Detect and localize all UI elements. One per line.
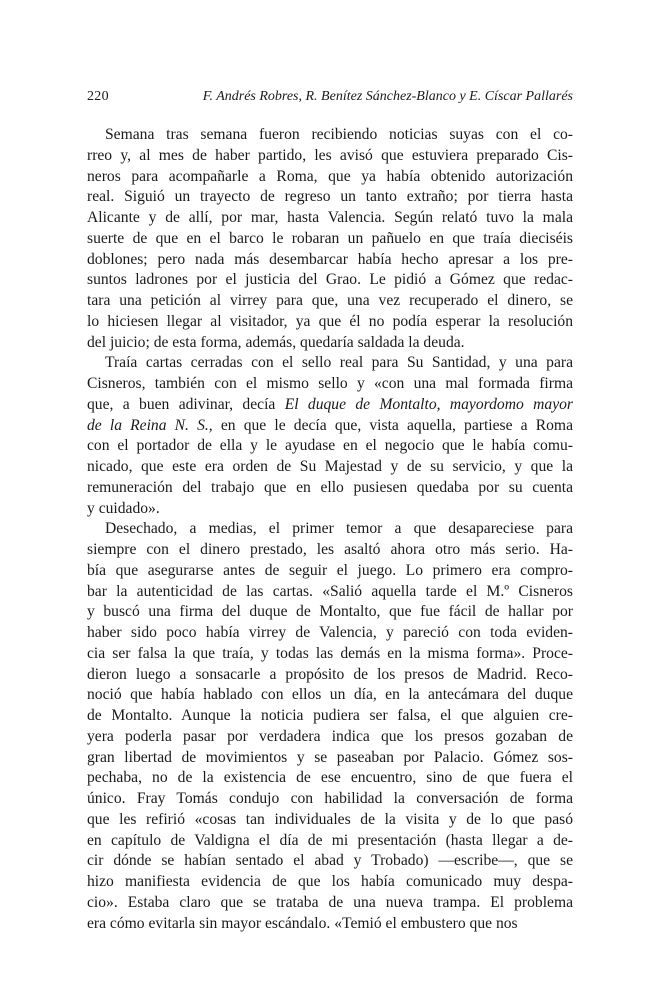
italic-text: de la Reina N. S., (87, 416, 213, 434)
text-line (87, 540, 573, 561)
paragraph (87, 125, 573, 353)
line-text: lo hiciesen llegar al visitador, ya que él no podía esperar la resolución (87, 312, 573, 330)
line-text: que, a buen adivinar, decía (87, 395, 285, 413)
text-line (87, 146, 573, 167)
text-line (87, 187, 573, 208)
text-line (87, 748, 573, 769)
line-text: Alicante y de allí, por mar, hasta Valencia. Según relató tuvo la mala (87, 209, 573, 226)
text-line (87, 250, 573, 271)
line-text: que les refirió «cosas tan individuales de la visita y de lo que pasó (87, 810, 573, 828)
line-text: Desechado, a medias, el primer temor a que desapareciese para (105, 520, 573, 538)
text-line (87, 831, 573, 852)
text-line (87, 914, 573, 935)
line-text: bar la autenticidad de las cartas. «Salió aquella tarde el M.º Cisneros (87, 582, 573, 600)
text-line (87, 374, 573, 395)
text-line (87, 312, 573, 333)
line-text: suntos ladrones por el justicia del Grao. Le pidió a Gómez que redac (87, 271, 568, 289)
line-text: noció que había hablado con ellos un día, en la antecámara del duque (87, 686, 573, 704)
line-text: y cuidado». (87, 499, 160, 517)
body-text (87, 125, 573, 934)
text-line (87, 582, 573, 603)
italic-text: El duque de Montalto, mayordomo mayor (284, 395, 573, 413)
text-line (87, 229, 573, 250)
text-line (87, 395, 573, 416)
text-line (87, 665, 573, 686)
line-text: Semana tras semana fueron recibiendo noticias suyas con el co (105, 126, 568, 143)
paragraph (87, 353, 573, 519)
text-line (87, 810, 573, 831)
line-text: Traía cartas cerradas con el sello real para Su Santidad, y una para (105, 354, 573, 372)
line-text: hizo manifiesta evidencia de que los había comunicado muy despa (87, 873, 568, 890)
text-line (87, 685, 573, 706)
text-line (87, 706, 573, 727)
line-text: era cómo evitarla sin mayor escándalo. «Temió el embustero que nos (87, 914, 518, 932)
text-line (87, 727, 573, 748)
line-text: yera poderla pasar por verdadera indica que los presos gozaban de (87, 727, 573, 745)
line-text: con el portador de ella y le ayudase en el negocio que le había comu (87, 437, 568, 455)
text-line (87, 602, 573, 623)
line-text: en que le decía que, vista aquella, partiese a Roma (212, 416, 573, 434)
line-text: cir dónde se habían sentado el abad y Trobado) —escribe—, que se (87, 852, 573, 870)
line-text: de Montalto. Aunque la noticia pudiera ser falsa, el que alguien cre (87, 707, 568, 724)
line-text: pechaba, no de la existencia de ese encuentro, sino de que fuera el (87, 769, 573, 787)
text-line (87, 623, 573, 644)
text-line (87, 872, 573, 893)
line-text: único. Fray Tomás condujo con habilidad la conversación de forma (87, 790, 573, 807)
text-line (87, 789, 573, 810)
line-text: remuneración del trabajo que en ello pusiesen quedaba por su cuenta (87, 478, 573, 496)
text-line (87, 561, 573, 582)
text-line (87, 478, 573, 499)
line-text: neros para acompañarle a Roma, que ya había obtenido autorización (87, 167, 573, 185)
line-text: bía que asegurarse antes de seguir el juego. Lo primero era compro (87, 561, 568, 579)
text-line (87, 499, 573, 520)
text-line (87, 768, 573, 789)
text-line (87, 333, 573, 354)
line-text: gran libertad de movimientos y se paseaban por Palacio. Gómez sos (87, 748, 568, 766)
line-text: y buscó una firma del duque de Montalto, que fue fácil de hallar por (87, 603, 573, 621)
text-line (87, 291, 573, 312)
line-text: doblones; pero nada más desembarcar había hecho apresar a los pre (87, 250, 568, 268)
line-text: cia ser falsa la que traía, y todas las demás en la misma forma». Proce (87, 644, 568, 662)
line-text: cio». Estaba claro que se trataba de una nueva trampa. El problema (87, 893, 573, 911)
line-text: del juicio; de esta forma, además, quedaría saldada la deuda. (87, 333, 465, 351)
line-text: suerte de que en el barco le robaran un pañuelo en que traía dieciséis (87, 229, 573, 247)
paragraph (87, 519, 573, 934)
text-line (87, 125, 573, 146)
text-line (87, 270, 573, 291)
page-number: 220 (87, 89, 109, 104)
running-head: F. Andrés Robres, R. Benítez Sánchez-Blanco y E. Císcar Pallarés (202, 89, 573, 104)
text-line (87, 167, 573, 188)
line-text: real. Siguió un trayecto de regreso un tanto extraño; por tierra hasta (87, 188, 573, 206)
text-line (87, 416, 573, 437)
text-line (87, 851, 573, 872)
text-line (87, 644, 573, 665)
text-line (87, 457, 573, 478)
text-line (87, 893, 573, 914)
line-text: dieron luego a sonsacarle a propósito de los presos de Madrid. Reco (87, 665, 568, 683)
text-line (87, 208, 573, 229)
line-text: rreo y, al mes de haber partido, les avisó que estuviera preparado Cis (87, 146, 568, 164)
line-text: siempre con el dinero prestado, les asaltó ahora otro más serio. Ha (87, 541, 568, 558)
book-page (87, 88, 573, 934)
line-text: tara una petición al virrey para que, una vez recuperado el dinero, se (87, 292, 573, 309)
text-line (87, 519, 573, 540)
text-line (87, 353, 573, 374)
line-text: nicado, que este era orden de Su Majestad y de su servicio, y que la (87, 458, 573, 475)
text-line (87, 436, 573, 457)
line-text: Cisneros, también con el mismo sello y «con una mal formada firma (87, 375, 573, 392)
page-header (87, 88, 573, 106)
line-text: en capítulo de Valdigna el día de mi presentación (hasta llegar a de (87, 831, 568, 849)
line-text: haber sido poco había virrey de Valencia, y pareció con toda eviden (87, 624, 568, 641)
